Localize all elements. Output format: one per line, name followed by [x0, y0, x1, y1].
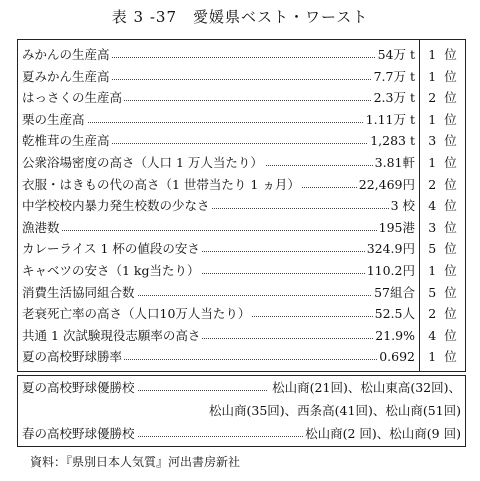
rankings-table	[17, 39, 466, 372]
summer-champions-line1: 松山商(21回)、松山東高(32回)、	[270, 377, 461, 398]
table-title: 表 3 -37 愛媛県ベスト・ワースト	[111, 8, 369, 26]
row-value: 324.9円	[365, 238, 415, 259]
row-rank: 1 位	[428, 349, 459, 365]
summer-champions-line2: 松山商(35回)、西条高(41回)、松山商(51回)	[207, 400, 461, 421]
table-row	[18, 346, 467, 367]
source-note: 資料：『県別日本人気質』河出書房新社	[30, 455, 241, 469]
table-row	[18, 66, 467, 87]
row-value: 7.7万 t	[372, 66, 415, 87]
row-label: キャベツの安さ（1 kg当たり）	[22, 260, 202, 281]
leader-dots	[22, 217, 415, 231]
row-rank: 5 位	[428, 284, 459, 300]
row-rank: 4 位	[428, 327, 459, 343]
summer-champions-label: 夏の高校野球優勝校	[22, 377, 137, 398]
row-rank: 5 位	[428, 241, 459, 257]
row-value: 3 校	[389, 195, 415, 216]
row-rank: 2 位	[428, 306, 459, 322]
row-label: 栗の生産高	[22, 109, 87, 130]
table-row	[18, 87, 467, 108]
row-rank: 2 位	[428, 90, 459, 106]
summer-champions-row	[18, 377, 467, 398]
row-value: 195港	[377, 217, 415, 238]
table-row	[18, 174, 467, 195]
table-row	[18, 325, 467, 346]
row-rank: 1 位	[428, 47, 459, 62]
row-value: 54万 t	[376, 44, 415, 65]
row-label: 共通 1 次試験現役志願率の高さ	[22, 325, 202, 346]
row-rank: 3 位	[428, 219, 459, 235]
row-value: 0.692	[377, 346, 415, 367]
row-rank: 2 位	[428, 176, 459, 192]
row-value: 21.9%	[373, 325, 415, 346]
spring-champions-line: 松山商(2 回)、松山商(9 回)	[303, 423, 461, 444]
row-label: 漁港数	[22, 217, 62, 238]
summer-champions-row-2	[18, 400, 467, 421]
spring-champions-row	[18, 423, 467, 444]
row-label: 乾椎茸の生産高	[22, 130, 112, 151]
row-value: 2.3万 t	[372, 87, 415, 108]
row-value: 1,283 t	[368, 130, 415, 151]
table-row	[18, 152, 467, 173]
table-row	[18, 217, 467, 238]
row-rank: 1 位	[428, 111, 459, 127]
table-row	[18, 260, 467, 281]
row-label: 夏の高校野球勝率	[22, 346, 124, 367]
row-label: 老衰死亡率の高さ（人口10万人当たり）	[22, 303, 252, 324]
row-rank: 1 位	[428, 155, 459, 170]
table-row	[18, 303, 467, 324]
row-rank: 1 位	[428, 68, 459, 84]
row-label: 消費生活協同組合数	[22, 282, 137, 303]
row-label: 衣服・はきもの代の高さ（1 世帯当たり 1 ヵ月）	[22, 174, 302, 195]
row-rank: 4 位	[428, 198, 459, 214]
row-value: 1.11万 t	[364, 109, 415, 130]
row-label: はっさくの生産高	[22, 87, 124, 108]
row-value: 22,469円	[357, 174, 415, 195]
champions-box	[17, 375, 466, 447]
row-value: 57組合	[372, 282, 415, 303]
row-label: みかんの生産高	[22, 44, 112, 65]
row-label: 夏みかん生産高	[22, 66, 112, 87]
spring-champions-label: 春の高校野球優勝校	[22, 423, 137, 444]
table-row	[18, 109, 467, 130]
row-value: 52.5人	[373, 303, 415, 324]
row-label: カレーライス 1 杯の値段の安さ	[22, 238, 202, 259]
table-row	[18, 195, 467, 216]
row-label: 公衆浴場密度の高さ（人口 1 万人当たり）	[22, 152, 265, 173]
row-label: 中学校校内暴力発生校数の少なさ	[22, 195, 212, 216]
table-row	[18, 282, 467, 303]
row-value: 110.2円	[365, 260, 415, 281]
table-row	[18, 130, 467, 151]
table-row	[18, 238, 467, 259]
row-rank: 3 位	[428, 133, 459, 149]
row-value: 3.81軒	[373, 152, 415, 173]
row-rank: 1 位	[428, 263, 459, 278]
table-row	[18, 44, 467, 65]
